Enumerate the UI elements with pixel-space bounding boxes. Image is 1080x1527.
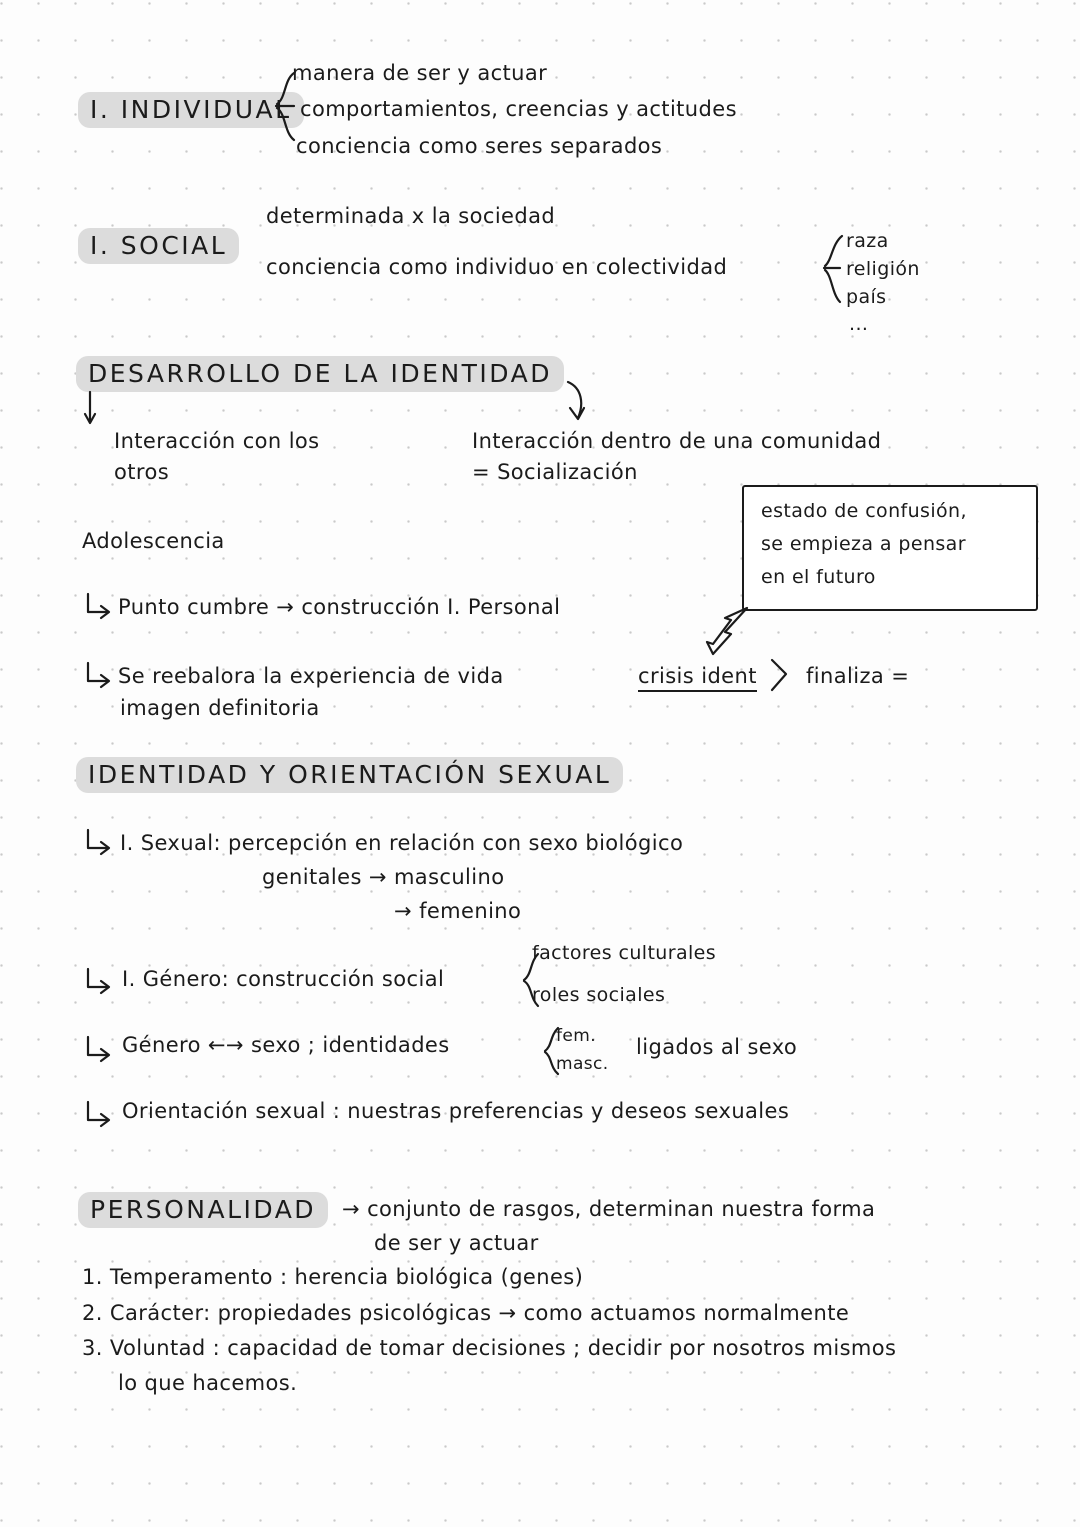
arrow-bullet-2 [84, 661, 118, 691]
desarrollo-right-note-2: = Socialización [472, 460, 638, 484]
arrow-bullet-genero-sexo [84, 1035, 118, 1065]
desarrollo-bullet-2-cont: imagen definitoria [120, 696, 320, 720]
arrow-down-right [560, 380, 600, 428]
item-genero-sexo-tail: ligados al sexo [636, 1035, 798, 1059]
chevron-right-icon [768, 658, 792, 694]
personalidad-item-3-cont: lo que hacemos. [118, 1371, 298, 1395]
arrow-bullet-sexual [84, 828, 118, 858]
callout-line-2: se empieza a pensar [761, 533, 966, 555]
item-genero-branch-1: factores culturales [532, 942, 717, 964]
adolescencia-label: Adolescencia [82, 529, 225, 553]
social-branch-4: ... [849, 313, 869, 335]
desarrollo-left-note-2: otros [114, 460, 170, 484]
personalidad-item-3: 3. Voluntad : capacidad de tomar decisiones ; decidir por nosotros mismos [82, 1336, 897, 1360]
item-genero-label: I. Género: construcción social [122, 967, 445, 991]
item-genero-sexo-branch-2: masc. [556, 1054, 609, 1074]
finaliza-label: finaliza = [806, 664, 910, 688]
personalidad-item-1: 1. Temperamento : herencia biológica (genes) [82, 1265, 584, 1289]
arrow-bullet-genero [84, 967, 118, 997]
individual-branch-3: conciencia como seres separados [296, 134, 663, 158]
crisis-ident-label: crisis ident [638, 663, 757, 692]
item-genero-sexo-label: Género ←→ sexo ; identidades [122, 1033, 450, 1057]
individual-branch-2: comportamientos, creencias y actitudes [300, 97, 737, 121]
item-genero-sexo-branch-1: fem. [556, 1026, 597, 1046]
heading-social: I. SOCIAL [78, 228, 239, 264]
item-genero-branch-2: roles sociales [532, 984, 666, 1006]
social-line-2: conciencia como individuo en colectividad [266, 255, 728, 279]
item-sexual-sub-1: genitales → masculino [262, 865, 505, 889]
arrow-bullet-1 [84, 592, 118, 622]
callout-line-1: estado de confusión, [761, 500, 967, 522]
individual-branch-1: manera de ser y actuar [292, 61, 548, 85]
social-branch-2: religión [846, 258, 920, 280]
heading-desarrollo: DESARROLLO DE LA IDENTIDAD [76, 356, 564, 392]
arrow-bullet-orientacion [84, 1100, 118, 1130]
social-branch-3: país [846, 286, 887, 308]
callout-arrow-icon [705, 606, 765, 662]
callout-line-3: en el futuro [761, 566, 876, 588]
desarrollo-left-note-1: Interacción con los [114, 429, 320, 453]
personalidad-definition-1: → conjunto de rasgos, determinan nuestra forma [342, 1197, 876, 1221]
heading-personalidad: PERSONALIDAD [78, 1192, 328, 1228]
social-line-1: determinada x la sociedad [266, 204, 556, 228]
arrow-down-left [84, 390, 114, 430]
item-sexual-label: I. Sexual: percepción en relación con sexo biológico [120, 831, 684, 855]
heading-identidad-orientacion: IDENTIDAD Y ORIENTACIÓN SEXUAL [76, 757, 623, 793]
social-branch-1: raza [846, 230, 889, 252]
personalidad-definition-2: de ser y actuar [374, 1231, 539, 1255]
personalidad-item-2: 2. Carácter: propiedades psicológicas → como actuamos normalmente [82, 1301, 850, 1325]
item-sexual-sub-2: → femenino [394, 899, 522, 923]
desarrollo-bullet-2: Se reebalora la experiencia de vida [118, 664, 504, 688]
desarrollo-right-note-1: Interacción dentro de una comunidad [472, 429, 882, 453]
item-orientacion-label: Orientación sexual : nuestras preferencias y deseos sexuales [122, 1099, 790, 1123]
desarrollo-bullet-1: Punto cumbre → construcción I. Personal [118, 595, 561, 619]
heading-individual: I. INDIVIDUAL [78, 92, 304, 128]
